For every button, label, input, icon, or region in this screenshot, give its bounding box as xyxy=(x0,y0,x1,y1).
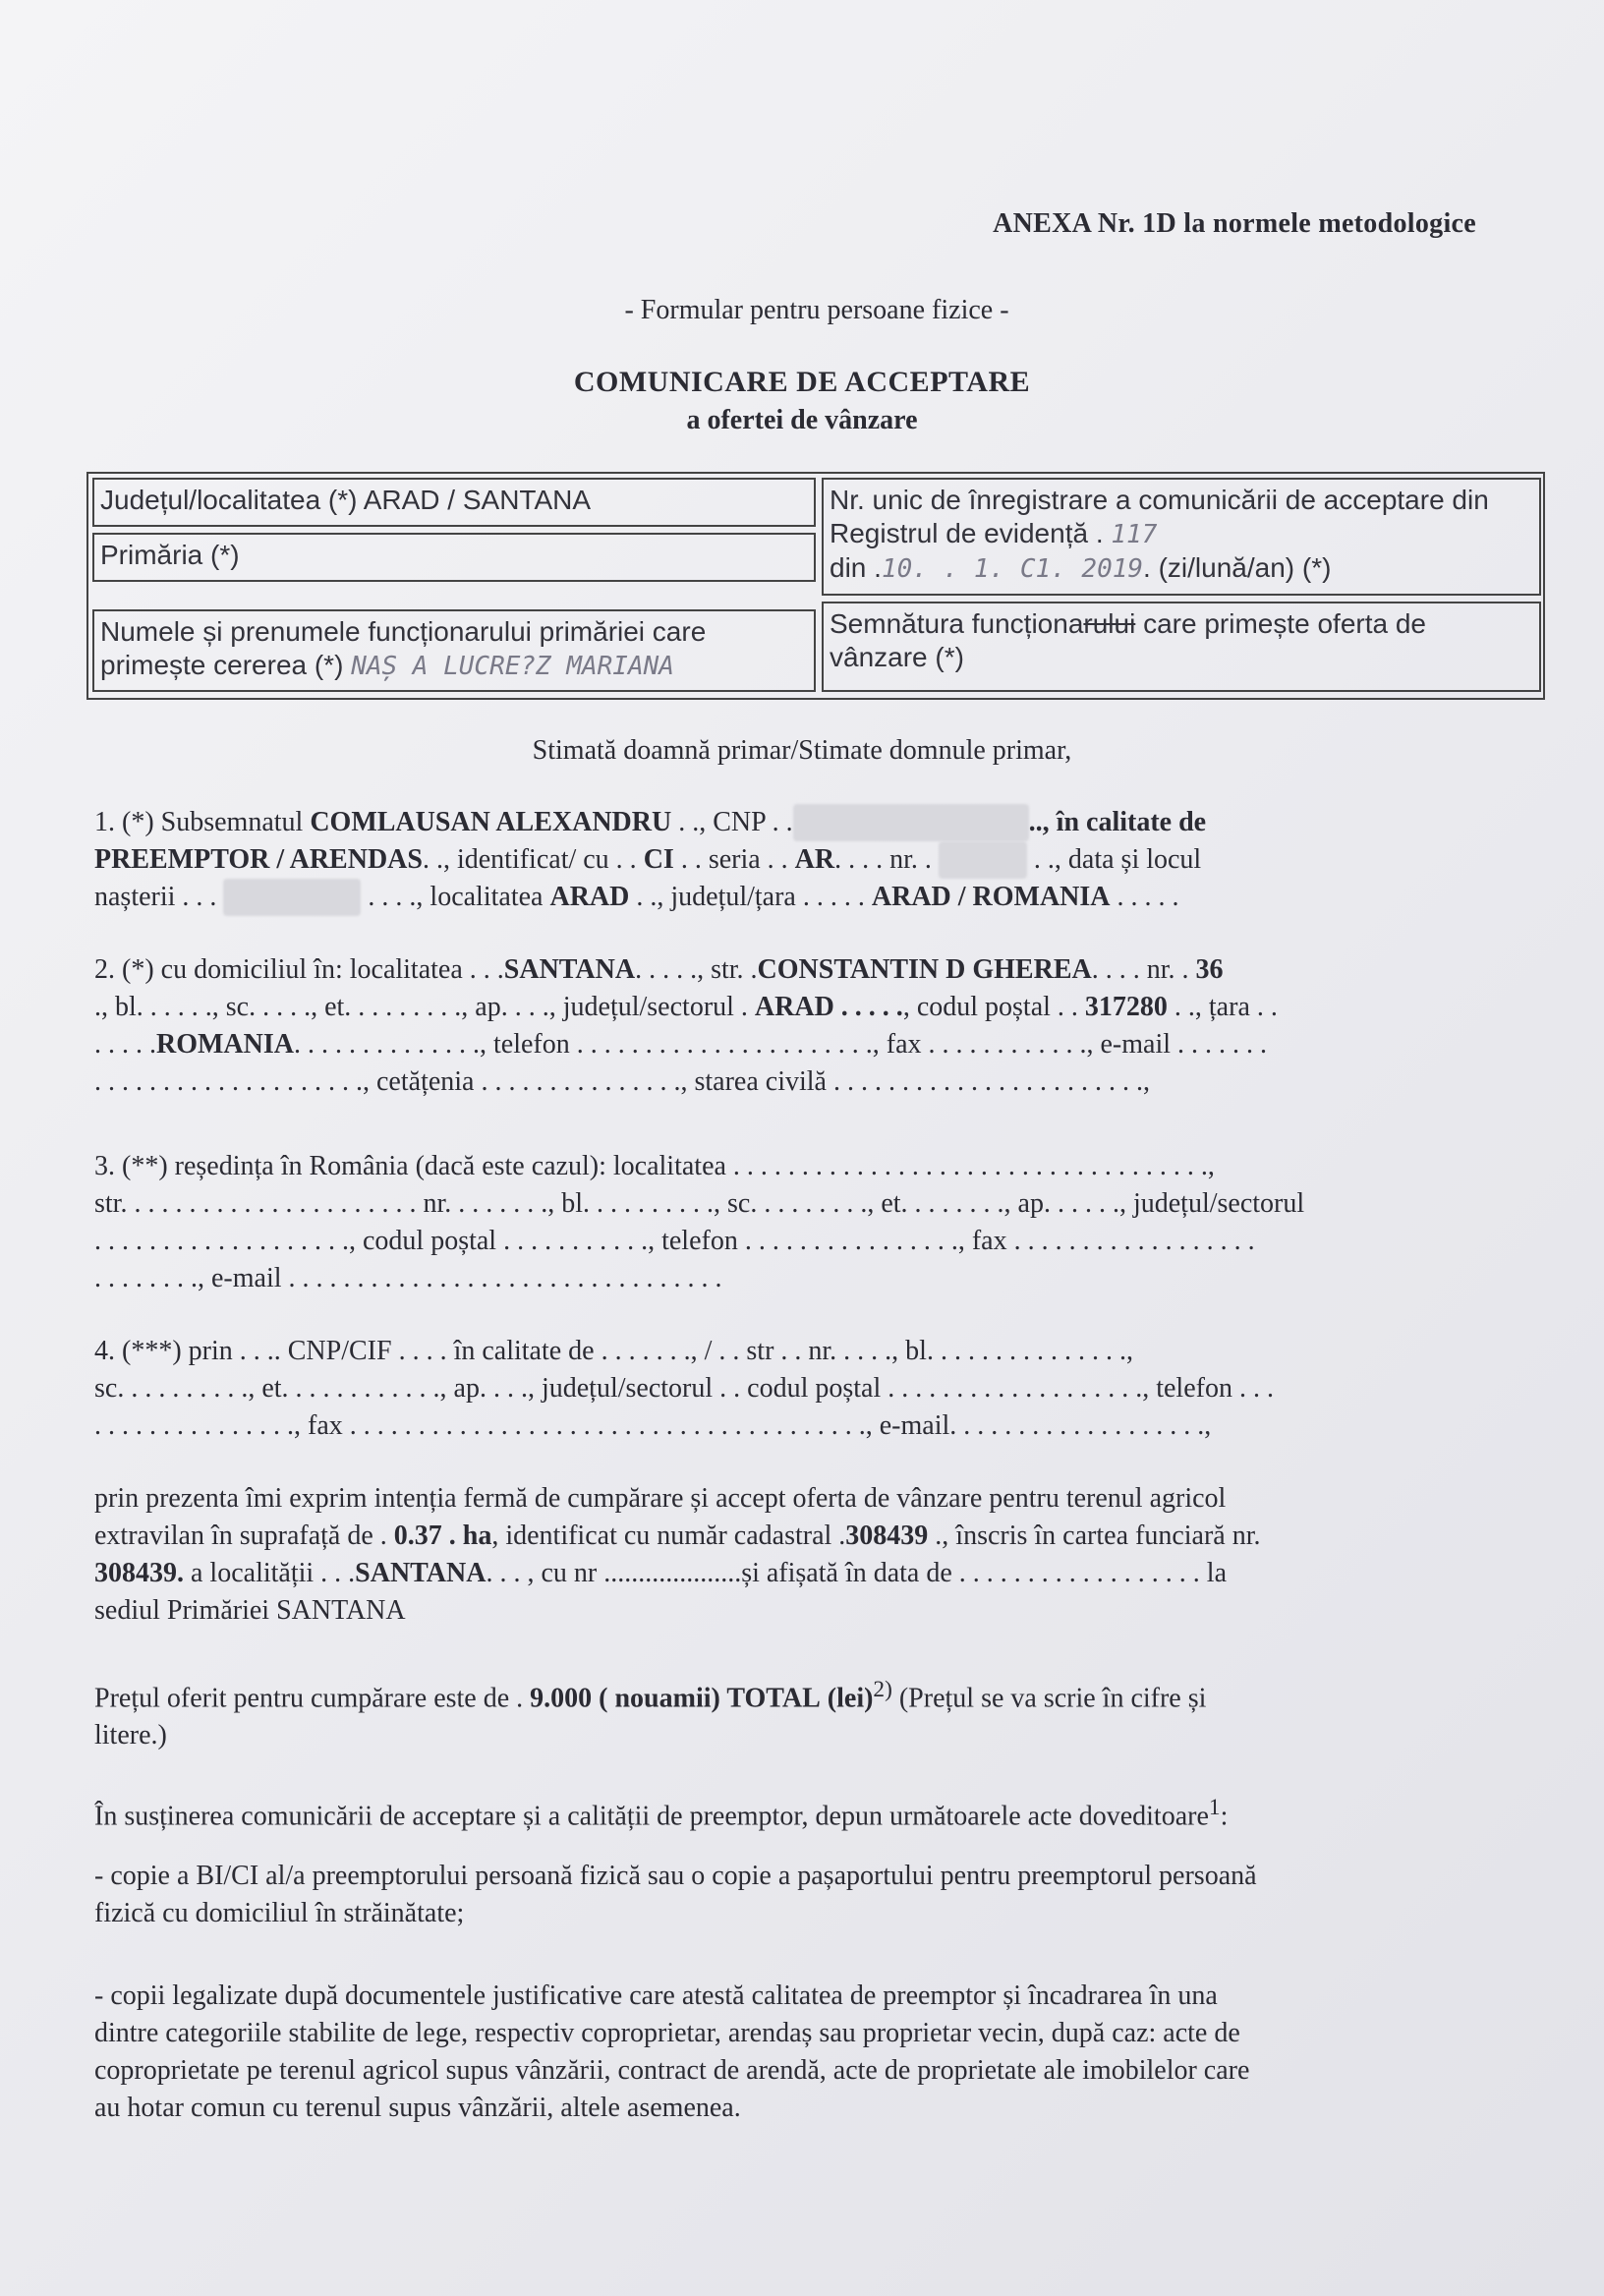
redacted-birth-date xyxy=(223,879,361,916)
cell-semnatura: Semnătura funcționarului care primește oferta de vânzare (*) xyxy=(822,602,1541,692)
annex-heading: ANEXA Nr. 1D la normele metodologice xyxy=(993,208,1476,239)
form-subtitle: - Formular pentru persoane fizice - xyxy=(624,295,1009,325)
support-paragraph: În susținerea comunicării de acceptare și a calității de preemptor, depun următoarele acte doveditoare$^1$: xyxy=(94,1795,1229,1832)
redacted-cnp xyxy=(793,804,1029,841)
redacted-id-number xyxy=(939,841,1027,879)
handwritten-register-number: 117 xyxy=(1111,520,1158,549)
cell-judet: Județul/localitatea (*) ARAD / SANTANA xyxy=(92,478,816,527)
section-1: 1. (*) Subsemnatul COMLAUSAN ALEXANDRU . ., CNP . . .., în calitate de PREEMPTOR / ARENDAS. ., identificat/ cu . . CI . . seria . . AR. . . . nr. . . ., data și locul nașterii . . . . . . ., localitatea ARAD . ., județul/țara . . . . . ARAD / ROMANIA . . . . . xyxy=(94,804,1490,916)
section-4: 4. (***) prin . . .. CNP/CIF . . . . în calitate de . . . . . . ., / . . str . . nr. . . . ., bl. . . . . . . . . . . . . . ., sc. . . . . . . . . ., et. . . . . . . . . . . ., ap. . . ., județul/sectorul . . codul poștal . . . . . . . . . . . . . . . . . . ., telefon . . . . . . . . . . . . . . . . . ., fax . . . . . . . . . . . . . . . . . . . . . . . . . . . . . . . . . . . . . ., e-mail. . . . . . . . . . . . . . . . . . ., xyxy=(94,1336,1274,1441)
section-3: 3. (**) reședința în România (dacă este cazul): localitatea . . . . . . . . . . . . . . . . . . . . . . . . . . . . . . . . . . ., str. . . . . . . . . . . . . . . . . . . . . . nr. . . . . . . ., bl. . . . . . . . . ., sc. . . . . . . . ., et. . . . . . . ., ap. . . . . ., județul/sectorul . . . . . . . . . . . . . . . . . . ., codul poștal . . . . . . . . . . ., telefon . . . . . . . . . . . . . . . ., fax . . . . . . . . . . . . . . . . . . . . . . . . . ., e-mail . . . . . . . . . . . . . . . . . . . . . . . . . . . . . . . . xyxy=(94,1151,1305,1293)
cell-functionar: Numele și prenumele funcționarului primăriei care primește cererea (*) NAȘ A LUCRE?Z MARIANA xyxy=(92,609,816,692)
greeting: Stimată doamnă primar/Stimate domnule primar, xyxy=(532,735,1072,766)
cell-nr-unic: Nr. unic de înregistrare a comunicării de acceptare din Registrul de evidență . 117 din .10. . 1. C1. 2019. (zi/lună/an) (*) xyxy=(822,478,1541,596)
price-paragraph: Prețul oferit pentru cumpărare este de . 9.000 ( nouamii) TOTAL (lei)$^{2)}$ (Prețul se va scrie în cifre și litere.) xyxy=(94,1677,1207,1751)
document-title: COMUNICARE DE ACCEPTARE xyxy=(573,366,1031,398)
bullet-id-copy: - copie a BI/CI al/a preemptorului persoană fizică sau o copie a pașaportului pentru preemptorul persoană fizică cu domiciliul în străinătate; xyxy=(94,1861,1257,1928)
document-title-line2: a ofertei de vânzare xyxy=(686,405,918,435)
handwritten-date: 10. . 1. C1. 2019 xyxy=(881,554,1144,584)
cell-primaria: Primăria (*) xyxy=(92,533,816,582)
handwritten-clerk-name: NAȘ A LUCRE?Z MARIANA xyxy=(351,652,674,681)
registration-table xyxy=(86,472,1545,700)
intent-paragraph: prin prezenta îmi exprim intenția fermă de cumpărare și accept oferta de vânzare pentru terenul agricol extravilan în suprafață de . 0.37 . ha, identificat cu număr cadastral .308439 ., înscris în cartea funciară nr. 308439. a localității . . .SANTANA. . . , cu nr ....................și afișată în data de . . . . . . . . . . . . . . . . . . la sediul Primăriei SANTANA xyxy=(94,1483,1261,1626)
bullet-legalized-copies: - copii legalizate după documentele justificative care atestă calitatea de preemptor și încadrarea în una dintre categoriile stabilite de lege, respectiv coproprietar, arendaș sau proprietar vecin, după caz: acte de coproprietate pe terenul agricol supus vânzării, contract de arendă, acte de proprietate ale imobilelor care au hotar comun cu terenul supus vânzării, altele asemenea. xyxy=(94,1980,1250,2123)
section-2: 2. (*) cu domiciliul în: localitatea . . .SANTANA. . . . ., str. .CONSTANTIN D GHEREA. . . . nr. . 36 ., bl. . . . . ., sc. . . . ., et. . . . . . . . ., ap. . . ., județul/sectorul . ARAD . . . . ., codul poștal . . 317280 . ., țara . . . . . . .ROMANIA. . . . . . . . . . . . . ., telefon . . . . . . . . . . . . . . . . . . . . . ., fax . . . . . . . . . . . ., e-mail . . . . . . . . . . . . . . . . . . . . . . . . . . ., cetățenia . . . . . . . . . . . . . . ., starea civilă . . . . . . . . . . . . . . . . . . . . . . ., xyxy=(94,954,1278,1097)
